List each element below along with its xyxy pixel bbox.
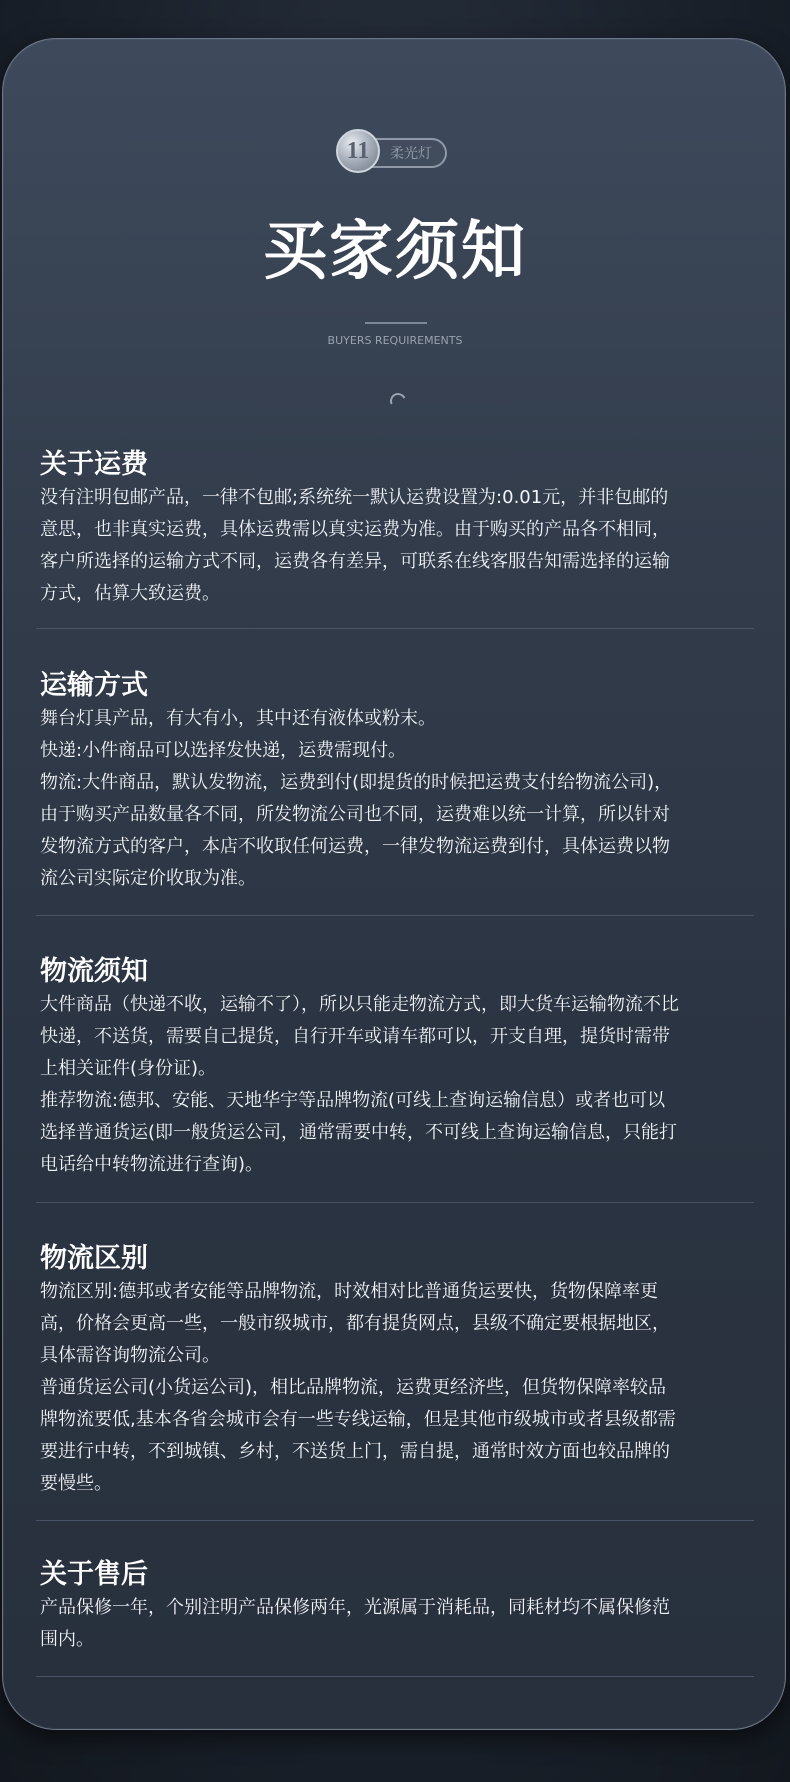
badge-number: 11	[336, 129, 380, 173]
section-divider	[36, 1520, 754, 1521]
section-line: 要进行中转，不到城镇、乡村，不送货上门，需自提，通常时效方面也较品牌的	[40, 1441, 670, 1462]
section-line: 上相关证件(身份证)。	[40, 1058, 217, 1079]
section-divider	[36, 1202, 754, 1203]
section-line: 由于购买产品数量各不同，所发物流公司也不同，运费难以统一计算，所以针对	[40, 804, 670, 825]
section-line: 流公司实际定价收取为准。	[40, 868, 256, 889]
badge-label: 柔光灯	[366, 138, 447, 168]
section-heading: 物流须知	[40, 956, 148, 987]
page-subtitle: BUYERS REQUIREMENTS	[327, 334, 463, 347]
section-line: 发物流方式的客户，本店不收取任何运费，一律发物流运费到付，具体运费以物	[40, 836, 670, 857]
section-line: 方式，估算大致运费。	[40, 583, 220, 604]
section-heading: 物流区别	[40, 1243, 148, 1274]
section-after-sales	[40, 1558, 752, 1656]
section-line: 大件商品（快递不收，运输不了），所以只能走物流方式，即大货车运输物流不比	[40, 994, 679, 1015]
section-heading: 关于售后	[40, 1559, 148, 1590]
section-line: 物流区别:德邦或者安能等品牌物流，时效相对比普通货运要快，货物保障率更	[40, 1281, 659, 1302]
section-line: 意思，也非真实运费，具体运费需以真实运费为准。由于购买的产品各不相同，	[40, 519, 670, 540]
section-shipping-method	[40, 669, 752, 895]
section-line: 要慢些。	[40, 1473, 112, 1494]
section-line: 舞台灯具产品，有大有小，其中还有液体或粉末。	[40, 708, 436, 729]
section-line: 产品保修一年，个别注明产品保修两年，光源属于消耗品，同耗材均不属保修范	[40, 1597, 670, 1618]
section-line: 推荐物流:德邦、安能、天地华宇等品牌物流(可线上查询运输信息）或者也可以	[40, 1090, 666, 1111]
section-shipping-fee	[40, 448, 752, 610]
section-line: 选择普通货运(即一般货运公司，通常需要中转，不可线上查询运输信息，只能打	[40, 1122, 678, 1143]
section-heading: 关于运费	[40, 449, 148, 480]
section-line: 围内。	[40, 1629, 94, 1650]
section-line: 电话给中转物流进行查询)。	[40, 1154, 264, 1175]
section-line: 快递，不送货，需要自己提货，自行开车或请车都可以，开支自理，提货时需带	[40, 1026, 670, 1047]
page-badge	[336, 134, 447, 172]
section-line: 客户所选择的运输方式不同，运费各有差异，可联系在线客服告知需选择的运输	[40, 551, 670, 572]
page-title: 买家须知	[263, 215, 527, 289]
section-divider	[36, 915, 754, 916]
section-line: 普通货运公司(小货运公司)，相比品牌物流，运费更经济些，但货物保障率较品	[40, 1377, 667, 1398]
section-line: 高，价格会更高一些，一般市级城市，都有提货网点，县级不确定要根据地区，	[40, 1313, 670, 1334]
section-divider	[36, 628, 754, 629]
section-divider	[36, 1676, 754, 1677]
section-logistics-difference	[40, 1242, 752, 1500]
section-heading: 运输方式	[40, 670, 148, 701]
section-logistics-notice	[40, 955, 752, 1181]
section-line: 具体需咨询物流公司。	[40, 1345, 220, 1366]
section-line: 牌物流要低,基本各省会城市会有一些专线运输，但是其他市级城市或者县级都需	[40, 1409, 676, 1430]
section-line: 没有注明包邮产品，一律不包邮;系统统一默认运费设置为:0.01元，并非包邮的	[40, 487, 669, 508]
title-underline	[365, 322, 427, 324]
section-line: 物流:大件商品，默认发物流，运费到付(即提货的时候把运费支付给物流公司)，	[40, 772, 673, 793]
section-line: 快递:小件商品可以选择发快递，运费需现付。	[40, 740, 407, 761]
